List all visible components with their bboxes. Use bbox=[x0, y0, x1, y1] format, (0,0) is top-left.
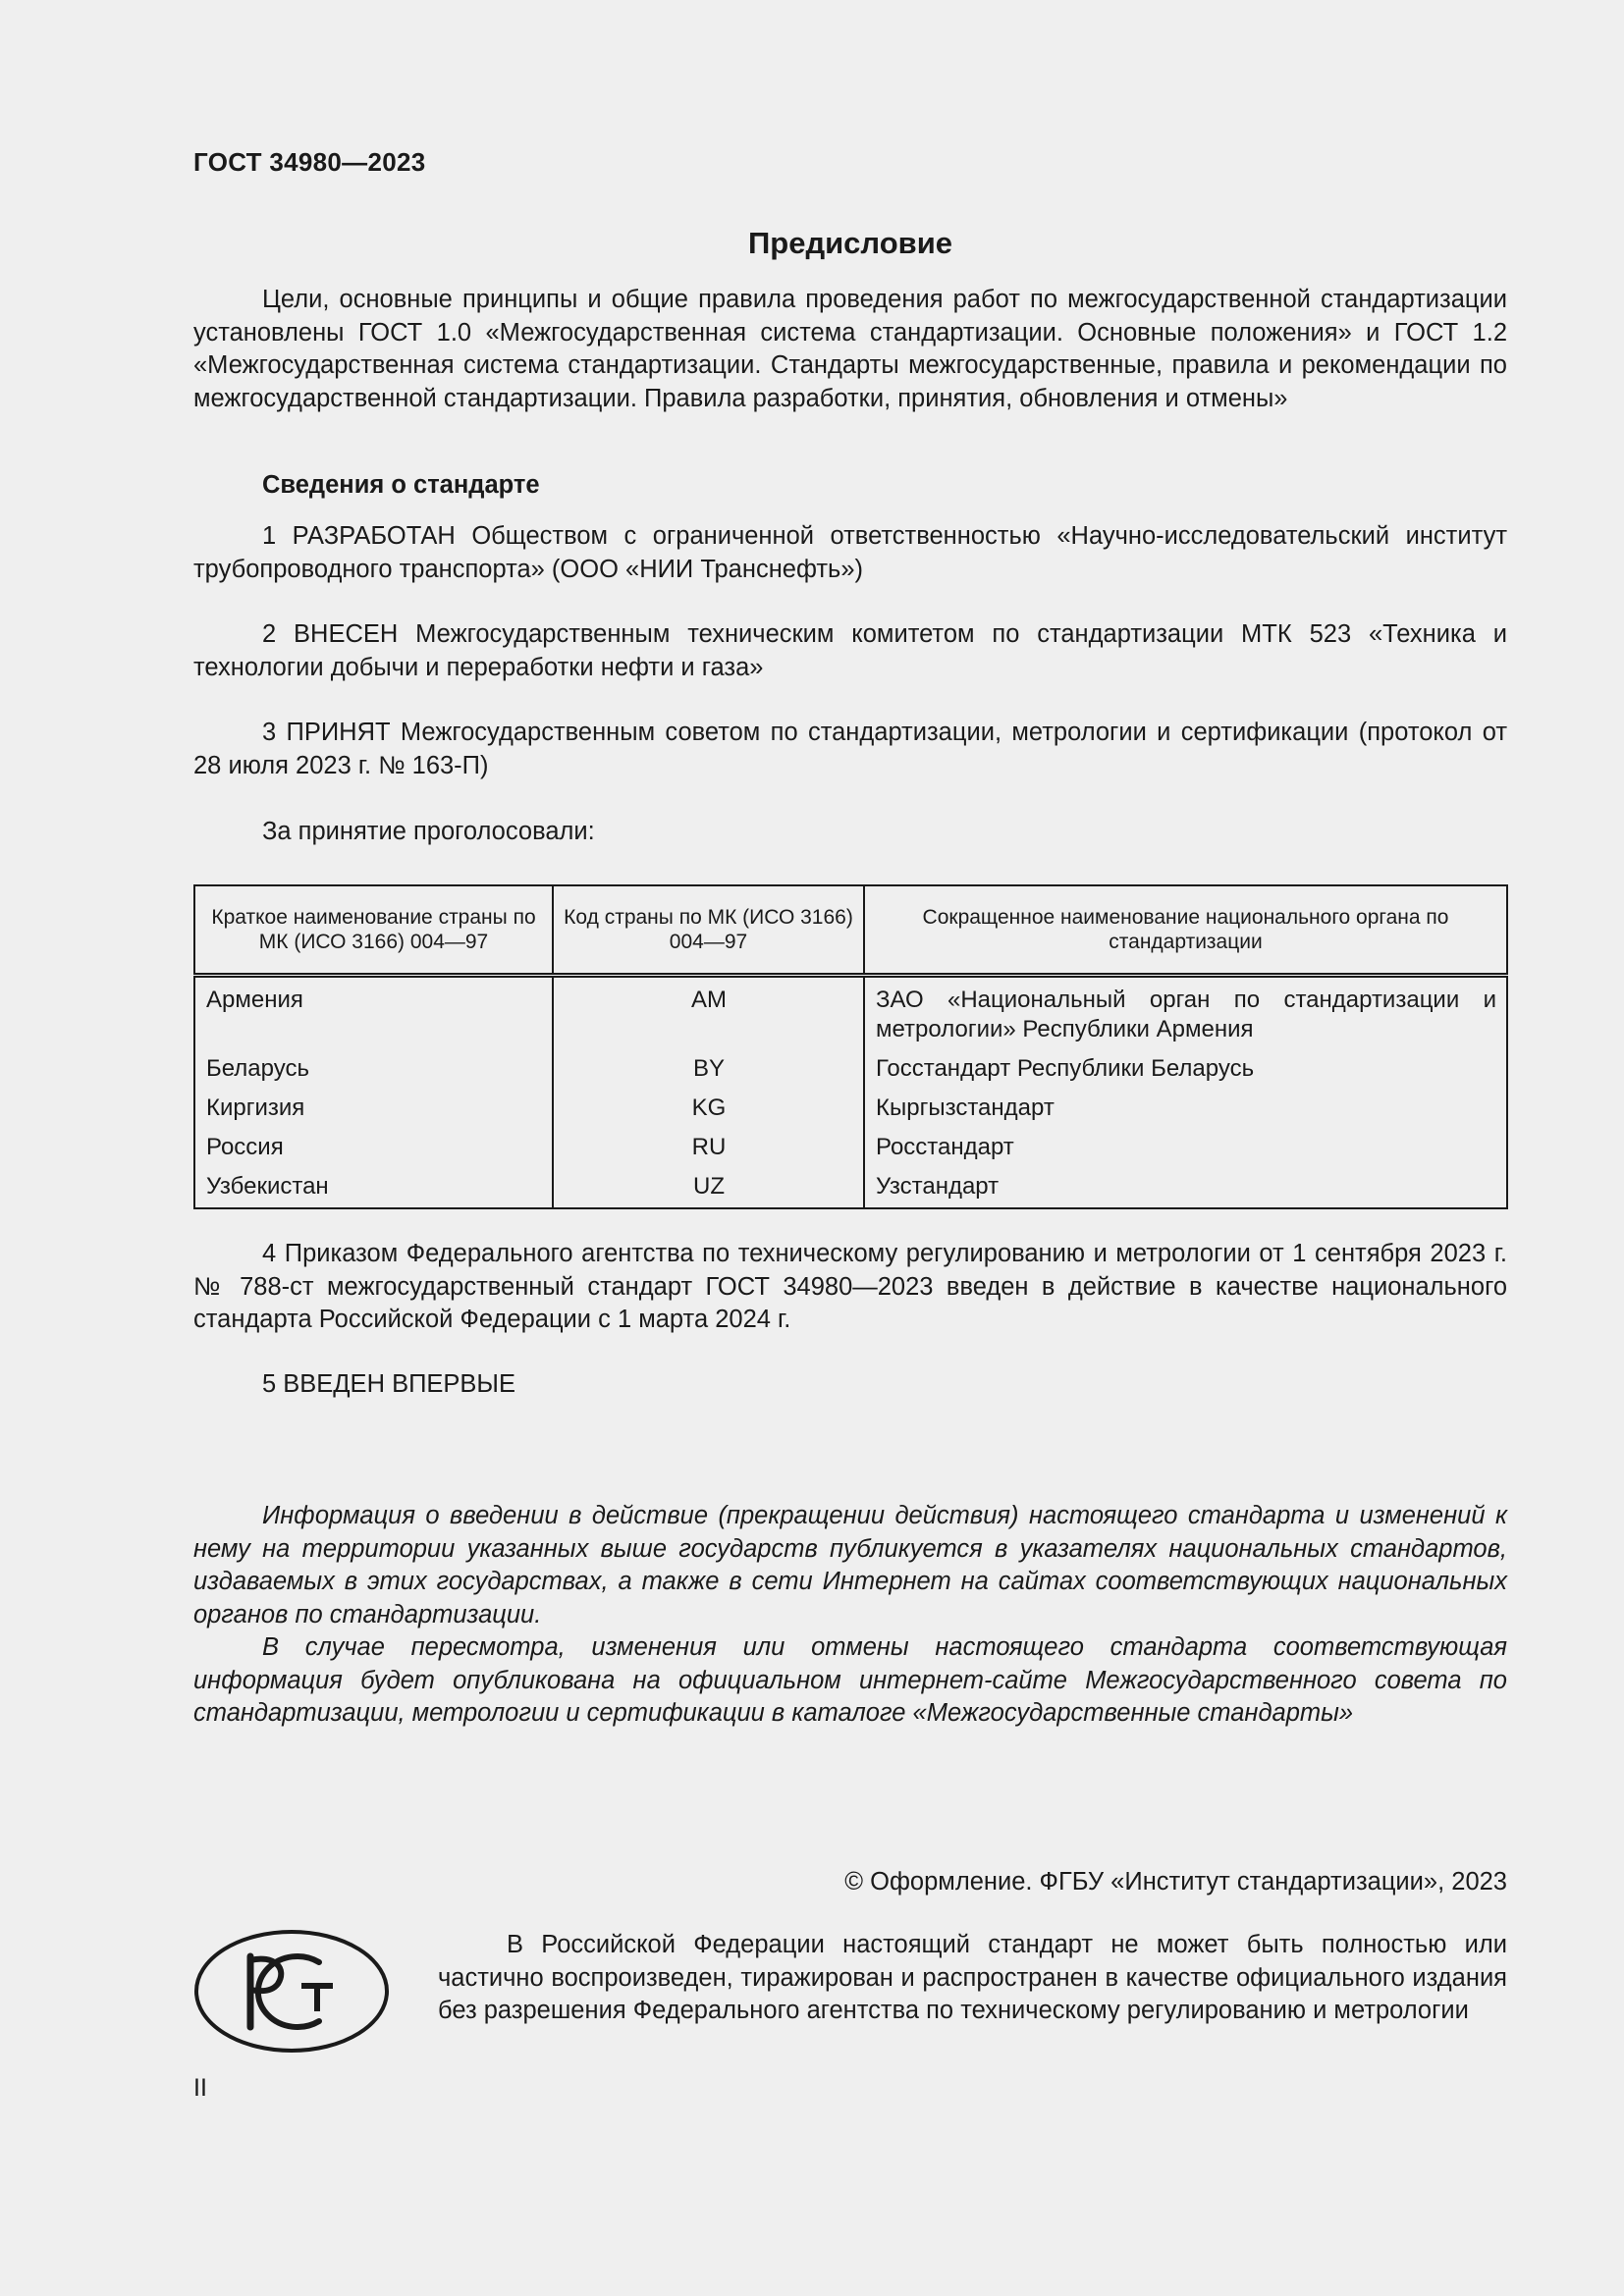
copyright-line: © Оформление. ФГБУ «Институт стандартизации», 2023 bbox=[844, 1868, 1507, 1896]
country-code-header: Код страны по МК (ИСО 3166) 004—97 bbox=[553, 885, 864, 976]
voted-label: За принятие проголосовали: bbox=[262, 818, 595, 845]
national-body-cell: Росстандарт bbox=[876, 1134, 1014, 1160]
rst-logo-icon bbox=[193, 1929, 390, 2054]
notice-paragraph-1: Информация о введении в действие (прекращении действия) настоящего стандарта и изменений к нему на территории указанных выше государств публикуется в указателях национальных стандартов, издаваемых в этих государствах, а также в сети Интернет на сайтах соответствующих национальных органов по стандартизации. bbox=[193, 1502, 1507, 1629]
item-4-text: 4 Приказом Федерального агентства по техническому регулированию и метрологии от 1 сентября 2023 г. № 788-ст межгосударственный стандарт ГОСТ 34980—2023 введен в действие в качестве национального стандарта Российской Федерации с 1 марта 2024 г. bbox=[193, 1240, 1507, 1333]
item-2-text: 2 ВНЕСЕН Межгосударственным техническим комитетом по стандартизации МТК 523 «Техника и технологии добычи и переработки нефти и газа» bbox=[193, 620, 1507, 681]
national-body-cell: Кыргызстандарт bbox=[876, 1095, 1055, 1121]
item-1-text: 1 РАЗРАБОТАН Обществом с ограниченной ответственностью «Научно-исследовательский институт трубопроводного транспорта» (ООО «НИИ Транснефть») bbox=[193, 522, 1507, 583]
item-3-paragraph bbox=[193, 717, 1507, 782]
table-row bbox=[194, 1168, 1507, 1208]
table-header-row bbox=[194, 885, 1507, 976]
page-number: II bbox=[193, 2074, 207, 2102]
table-row bbox=[194, 1090, 1507, 1129]
table-row bbox=[194, 1129, 1507, 1168]
national-body-cell: ЗАО «Национальный орган по стандартизации и метрологии» Республики Армения bbox=[876, 987, 1496, 1042]
item-1-paragraph bbox=[193, 520, 1507, 586]
document-code: ГОСТ 34980—2023 bbox=[193, 147, 426, 177]
page-title: Предисловие bbox=[747, 226, 952, 260]
rights-text: В Российской Федерации настоящий стандарт не может быть полностью или частично воспроизведен, тиражирован и распространен в качестве официального издания без разрешения Федерального агентства по техническому регулированию и метрологии bbox=[438, 1931, 1507, 2024]
country-name-cell: Беларусь bbox=[194, 1050, 553, 1090]
standard-info-heading: Сведения о стандарте bbox=[262, 471, 540, 499]
country-code-cell: KG bbox=[553, 1090, 864, 1129]
national-body-cell: Госстандарт Республики Беларусь bbox=[876, 1055, 1255, 1082]
distribution-notice bbox=[193, 1500, 1507, 1731]
item-4-paragraph bbox=[193, 1238, 1507, 1337]
reproduction-rights-notice bbox=[438, 1929, 1507, 2028]
table-row bbox=[194, 1050, 1507, 1090]
item-2-paragraph bbox=[193, 618, 1507, 684]
country-name-cell: Россия bbox=[194, 1129, 553, 1168]
country-name-header: Краткое наименование страны по МК (ИСО 3166) 004—97 bbox=[194, 885, 553, 976]
table-row bbox=[194, 976, 1507, 1051]
country-code-cell: BY bbox=[553, 1050, 864, 1090]
country-name-cell: Армения bbox=[194, 976, 553, 1051]
country-name-cell: Узбекистан bbox=[194, 1168, 553, 1208]
country-code-cell: RU bbox=[553, 1129, 864, 1168]
item-3-text: 3 ПРИНЯТ Межгосударственным советом по стандартизации, метрологии и сертификации (протокол от 28 июля 2023 г. № 163-П) bbox=[193, 719, 1507, 779]
national-body-cell: Узстандарт bbox=[876, 1173, 1000, 1200]
intro-text: Цели, основные принципы и общие правила проведения работ по межгосударственной стандартизации установлены ГОСТ 1.0 «Межгосударственная система стандартизации. Основные положения» и ГОСТ 1.2 «Межгосударственная система стандартизации. Стандарты межгосударственные, правила и рекомендации по межгосударственной стандартизации. Правила разработки, принятия, обновления и отмены» bbox=[193, 286, 1507, 412]
national-body-header: Сокращенное наименование национального органа по стандартизации bbox=[864, 885, 1507, 976]
country-code-cell: UZ bbox=[553, 1168, 864, 1208]
notice-paragraph-2: В случае пересмотра, изменения или отмены настоящего стандарта соответствующая информация будет опубликована на официальном интернет-сайте Межгосударственного совета по стандартизации, метрологии и сертификации в каталоге «Межгосударственные стандарты» bbox=[193, 1633, 1507, 1727]
country-name-cell: Киргизия bbox=[194, 1090, 553, 1129]
country-code-cell: AM bbox=[553, 976, 864, 1051]
voting-countries-table bbox=[193, 884, 1508, 1209]
intro-paragraph bbox=[193, 284, 1507, 415]
item-5-text: 5 ВВЕДЕН ВПЕРВЫЕ bbox=[262, 1370, 516, 1398]
